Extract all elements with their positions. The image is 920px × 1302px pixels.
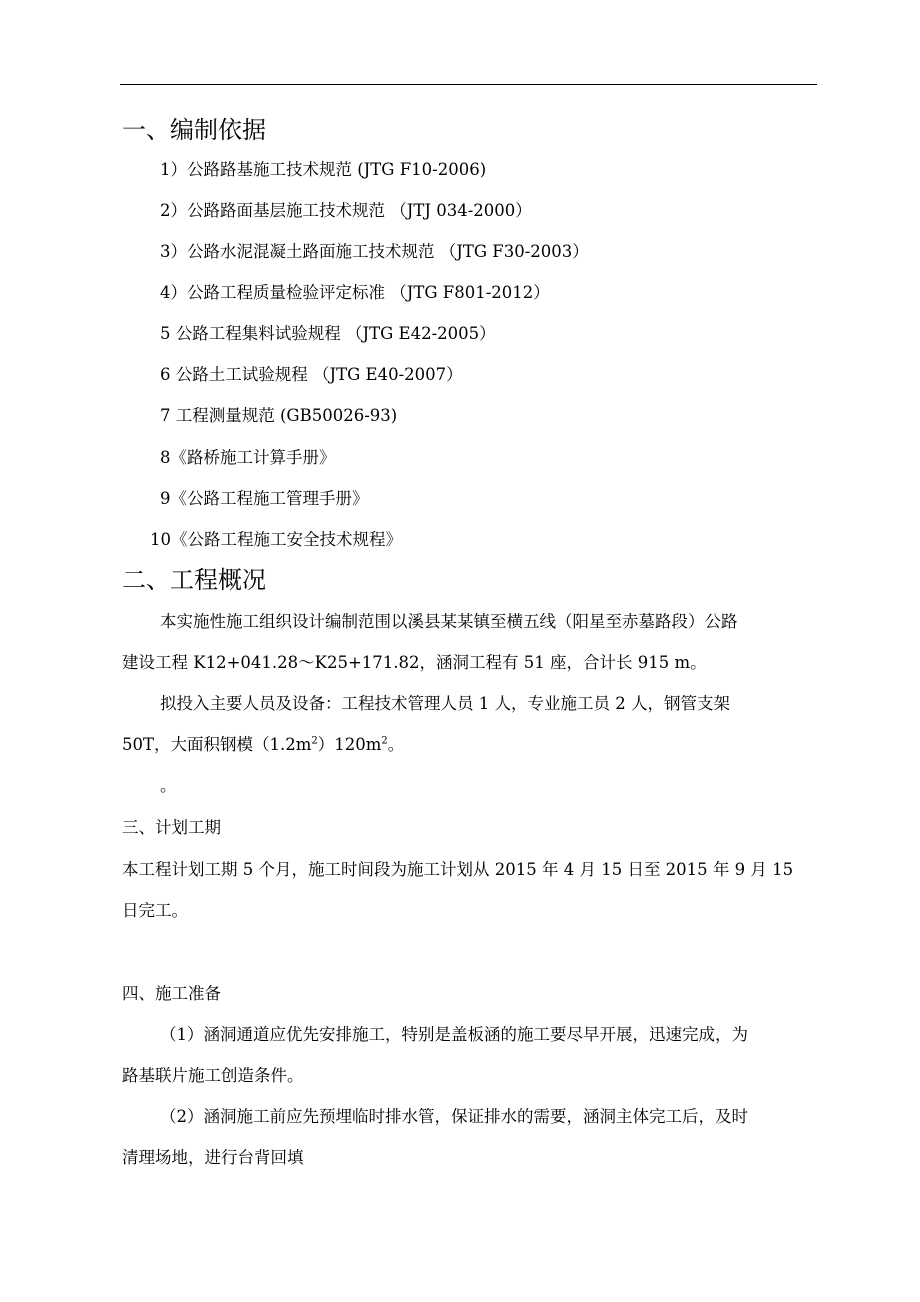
overview-p2-line2: 50T，大面积钢模$(1.2m^2)120m^2$。 bbox=[122, 735, 405, 754]
reference-item-10: 10《公路工程施工安全技术规程》 bbox=[150, 530, 402, 549]
reference-item-3: 3）公路水泥混凝土路面施工技术规范 （JTG F30-2003） bbox=[160, 242, 589, 261]
section2-heading: 二、工程概况 bbox=[122, 566, 266, 594]
schedule-line1: 本工程计划工期 5 个月，施工时间段为施工计划从 2015 年 4 月 15 日至 2015 年 9 月 15 bbox=[122, 860, 794, 879]
prep-p2-line1: （2）涵洞施工前应先预埋临时排水管，保证排水的需要，涵洞主体完工后，及时 bbox=[160, 1107, 748, 1126]
prep-p1-line2: 路基联片施工创造条件。 bbox=[122, 1066, 304, 1085]
overview-p1-line1: 本实施性施工组织设计编制范围以溪县某某镇至横五线（阳星至赤墓路段）公路 bbox=[160, 612, 738, 631]
reference-item-1: 1）公路路基施工技术规范 (JTG F10-2006) bbox=[160, 160, 487, 179]
reference-item-6: 6 公路土工试验规程 （JTG E40-2007） bbox=[160, 365, 463, 384]
schedule-line2: 日完工。 bbox=[122, 901, 188, 920]
section4-heading: 四、施工准备 bbox=[122, 984, 221, 1003]
overview-p1-line2: 建设工程 K12+041.28～K25+171.82，涵洞工程有 51 座，合计长 915 m。 bbox=[122, 653, 707, 672]
reference-item-4: 4）公路工程质量检验评定标准 （JTG F801-2012） bbox=[160, 283, 550, 302]
reference-item-7: 7 工程测量规范 (GB50026-93) bbox=[160, 406, 398, 425]
overview-p3: 。 bbox=[160, 776, 177, 795]
reference-item-5: 5 公路工程集料试验规程 （JTG E42-2005） bbox=[160, 324, 496, 343]
section1-heading: 一、编制依据 bbox=[122, 116, 266, 144]
section3-heading: 三、计划工期 bbox=[122, 818, 221, 837]
reference-item-9: 9《公路工程施工管理手册》 bbox=[160, 489, 369, 508]
prep-p1-line1: （1）涵洞通道应优先安排施工，特别是盖板涵的施工要尽早开展，迅速完成，为 bbox=[160, 1025, 748, 1044]
prep-p2-line2: 清理场地，进行台背回填 bbox=[122, 1148, 304, 1167]
overview-p2-line1: 拟投入主要人员及设备：工程技术管理人员 1 人，专业施工员 2 人，钢管支架 bbox=[160, 694, 730, 713]
reference-item-8: 8《路桥施工计算手册》 bbox=[160, 448, 336, 467]
reference-item-2: 2）公路路面基层施工技术规范 （JTJ 034-2000） bbox=[160, 201, 532, 220]
header-rule bbox=[120, 84, 817, 85]
